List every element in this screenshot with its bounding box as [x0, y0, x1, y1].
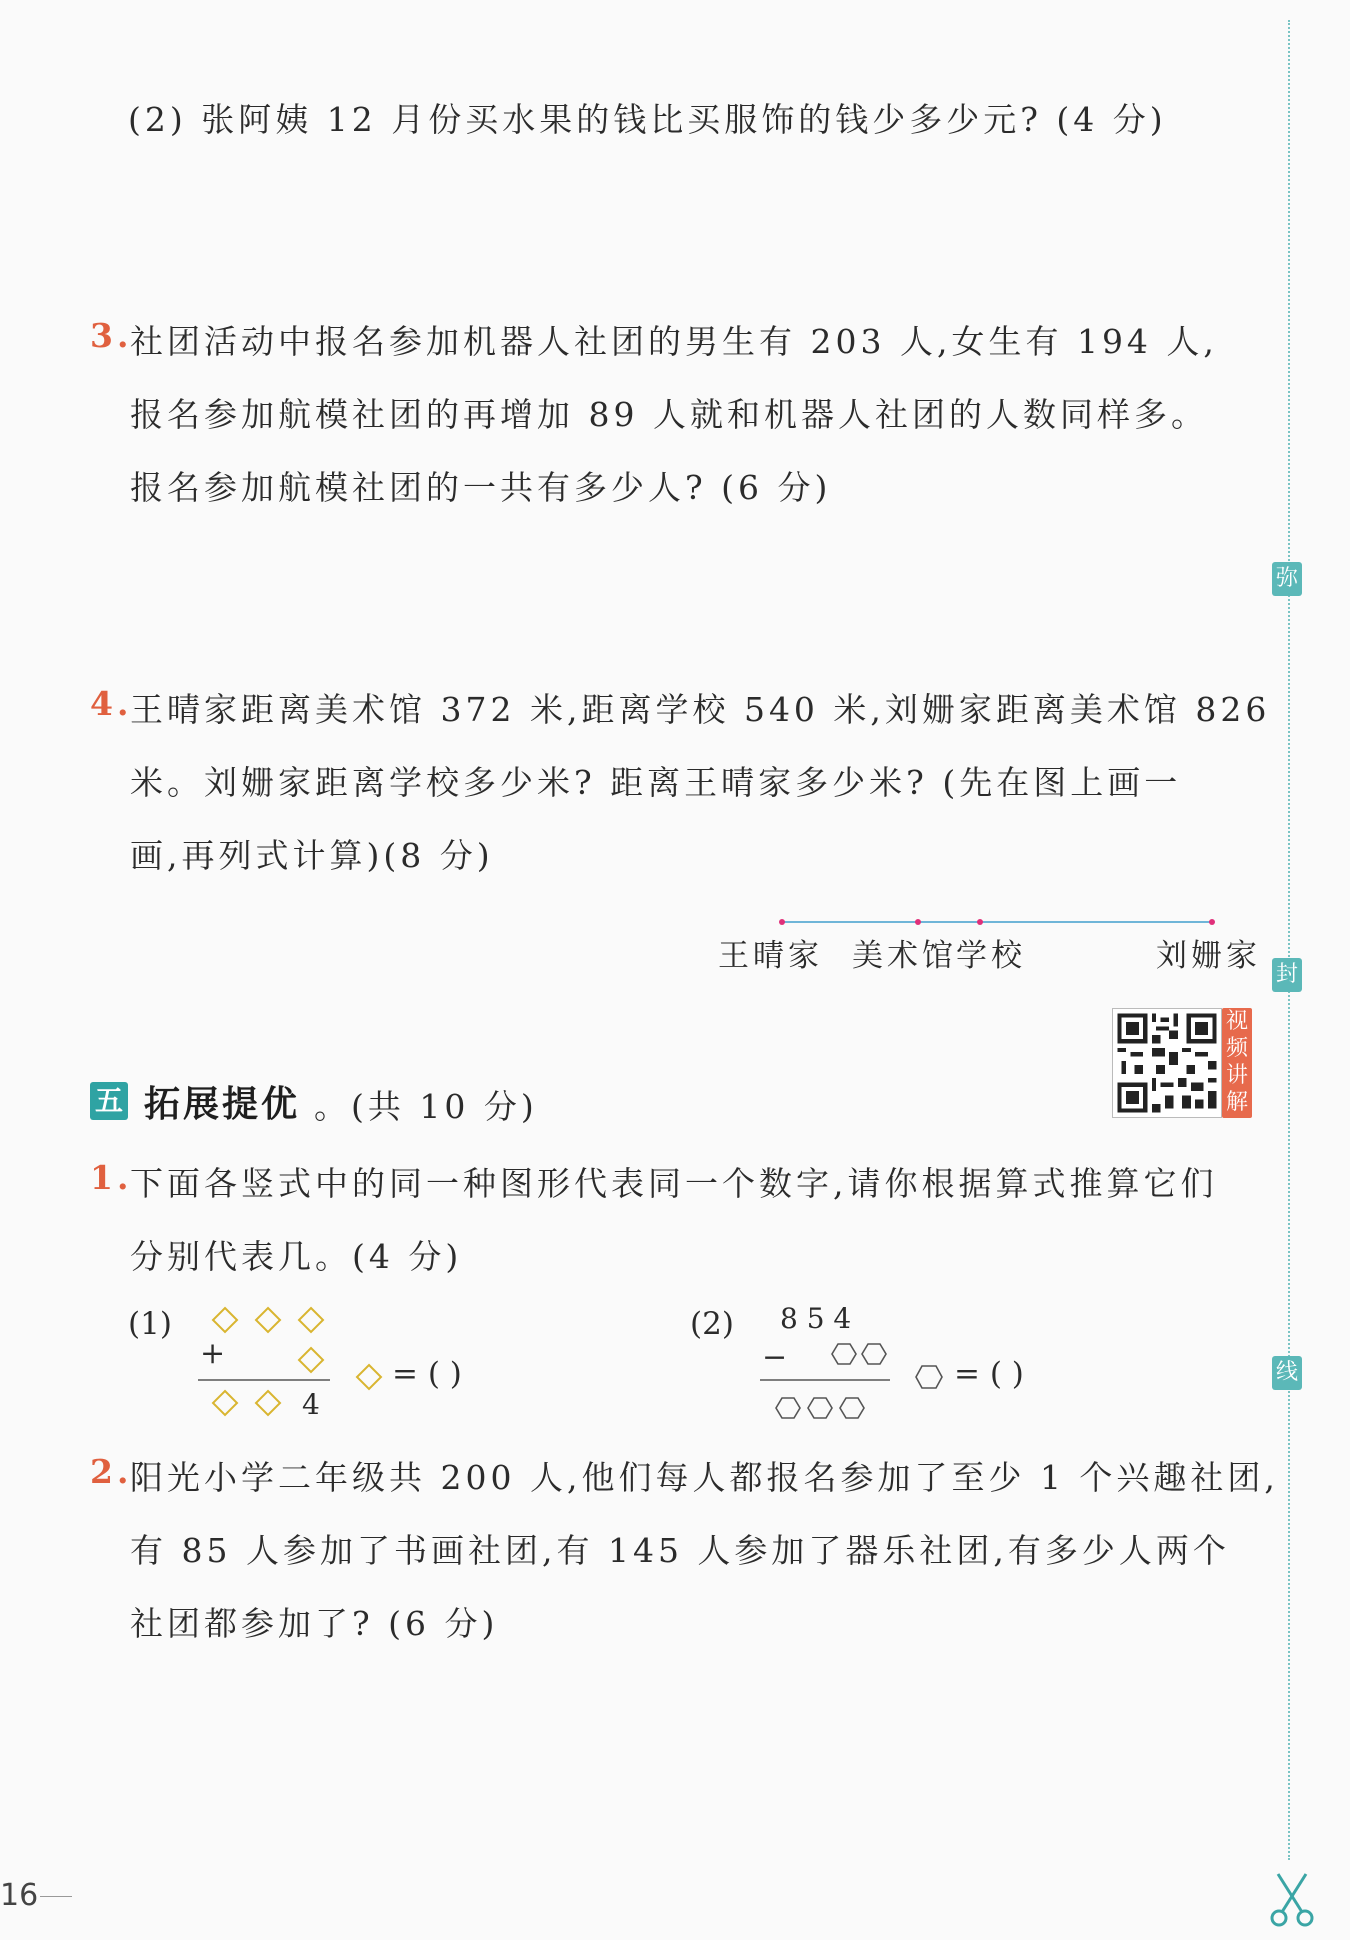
seal-line-mark: 封	[1272, 958, 1302, 992]
tag-char: 解	[1225, 1090, 1248, 1115]
question-text-line: 阳光小学二年级共 200 人,他们每人都报名参加了至少 1 个兴趣社团,	[130, 1458, 1279, 1497]
question-number: 3.	[90, 316, 133, 355]
minuend-digits: 8 5 4	[780, 1302, 852, 1335]
puzzle-1-label: (1)	[128, 1306, 172, 1342]
hexagon-shape	[862, 1344, 886, 1364]
plus-sign: +	[200, 1336, 226, 1371]
label-wangqing-home: 王晴家	[718, 938, 823, 974]
diamond-shape	[299, 1308, 323, 1332]
question-text-line: 分别代表几。(4 分)	[130, 1237, 463, 1276]
question-text-line: 社团都参加了? (6 分)	[130, 1604, 499, 1643]
point-school	[977, 919, 983, 925]
tag-char: 频	[1225, 1036, 1248, 1061]
video-explain-tag[interactable]	[1222, 1008, 1252, 1118]
question-text-line: 画,再列式计算)(8 分)	[130, 836, 494, 875]
diamond-shape	[256, 1391, 280, 1415]
hexagon-shape	[808, 1398, 832, 1418]
question-number: 4.	[90, 684, 133, 723]
hexagon-shape	[776, 1398, 800, 1418]
puzzle-2-answer[interactable]: = ( )	[954, 1356, 1024, 1392]
question-text-line: 王晴家距离美术馆 372 米,距离学校 540 米,刘姗家距离美术馆 826	[130, 690, 1271, 729]
question-text-line: 社团活动中报名参加机器人社团的男生有 203 人,女生有 194 人,	[130, 322, 1218, 361]
diamond-shape	[299, 1348, 323, 1372]
diamond-icon	[354, 1362, 384, 1392]
label-art-museum: 美术馆	[852, 938, 957, 974]
label-liushan-home: 刘姗家	[1156, 938, 1261, 974]
question-text-line: 报名参加航模社团的再增加 89 人就和机器人社团的人数同样多。	[130, 395, 1208, 434]
question-text-line: 米。刘姗家距离学校多少米? 距离王晴家多少米? (先在图上画一	[130, 763, 1182, 802]
seal-line-mark: 线	[1272, 1356, 1302, 1390]
point-art-museum	[915, 919, 921, 925]
scissors-icon	[1268, 1872, 1316, 1928]
question-number: 1.	[90, 1158, 133, 1197]
page-number-rule	[40, 1896, 72, 1897]
distance-line-diagram	[770, 912, 1230, 932]
hexagon-icon	[912, 1362, 946, 1392]
seal-line-mark: 弥	[1272, 562, 1302, 596]
puzzle-1-answer[interactable]: = ( )	[392, 1356, 462, 1392]
label-school: 学校	[956, 938, 1026, 974]
q2-sub-question: (2) 张阿姨 12 月份买水果的钱比买服饰的钱少多少元? (4 分)	[128, 100, 1167, 139]
question-text-line: 下面各竖式中的同一种图形代表同一个数字,请你根据算式推算它们	[130, 1164, 1218, 1203]
section-badge: 五	[90, 1082, 128, 1120]
hexagon-shape	[832, 1344, 856, 1364]
hexagon-shape	[840, 1398, 864, 1418]
page-number: 16	[0, 1878, 39, 1913]
diamond-shape	[213, 1308, 237, 1332]
tag-char: 视	[1225, 1009, 1248, 1034]
point-wangqing-home	[779, 919, 785, 925]
point-liushan-home	[1209, 919, 1215, 925]
qr-code[interactable]	[1112, 1008, 1222, 1118]
minus-sign: −	[762, 1340, 788, 1375]
digit-four: 4	[302, 1388, 320, 1421]
section-score: 。(共 10 分)	[314, 1087, 538, 1126]
puzzle-2-subtraction	[756, 1340, 896, 1426]
seal-line	[1288, 20, 1290, 1860]
puzzle-2-label: (2)	[690, 1306, 734, 1342]
tag-char: 讲	[1225, 1063, 1248, 1088]
diamond-shape	[213, 1391, 237, 1415]
section-title: 拓展提优	[144, 1084, 301, 1125]
question-text-line: 有 85 人参加了书画社团,有 145 人参加了器乐社团,有多少人两个	[130, 1531, 1230, 1570]
question-text-line: 报名参加航模社团的一共有多少人? (6 分)	[130, 468, 832, 507]
diamond-shape	[256, 1308, 280, 1332]
question-number: 2.	[90, 1452, 133, 1491]
